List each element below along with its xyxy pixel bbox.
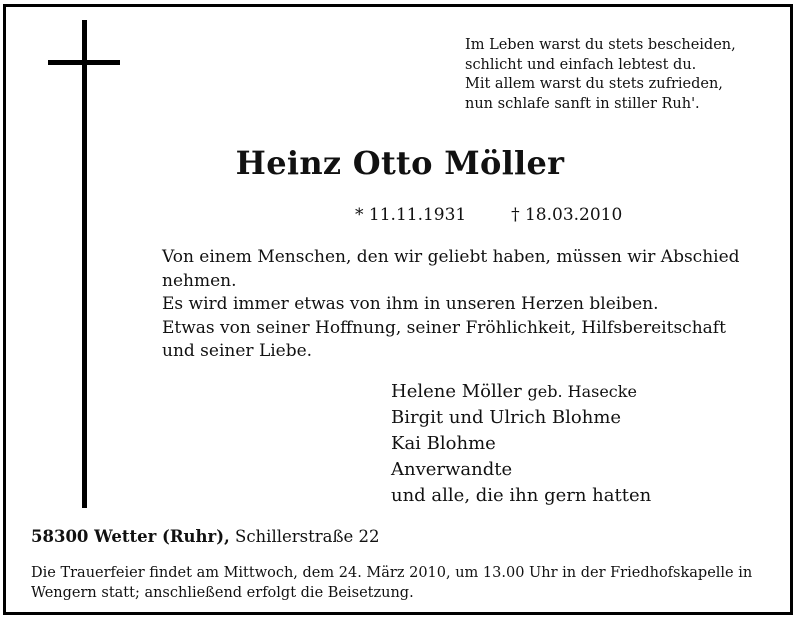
poem-line: schlicht und einfach lebtest du. — [465, 56, 697, 73]
mourner-entry: Birgit und Ulrich Blohme — [391, 407, 622, 428]
mourner-entry — [391, 379, 651, 405]
notice-line: Die Trauerfeier findet am Mittwoch, dem 24. März 2010, um 13.00 Uhr in der Friedhofskapelle in — [31, 565, 753, 581]
poem-line: nun schlafe sanft in stiller Ruh'. — [465, 95, 700, 112]
farewell-message — [162, 246, 740, 364]
birth-symbol: * — [355, 205, 364, 225]
message-line: Von einem Menschen, den wir geliebt haben, müssen wir Abschied — [162, 247, 740, 267]
life-dates — [355, 205, 622, 225]
address-city: 58300 Wetter (Ruhr), — [31, 527, 230, 546]
message-line: Es wird immer etwas von ihm in unseren Herzen bleiben. — [162, 294, 659, 314]
message-line: nehmen. — [162, 270, 237, 291]
cross-horizontal-bar — [48, 60, 120, 65]
mourner-entry: Kai Blohme — [391, 433, 496, 454]
mourners-list — [391, 379, 651, 509]
address-street: Schillerstraße 22 — [235, 527, 380, 546]
birth-date: 11.11.1931 — [368, 205, 467, 225]
cross-vertical-bar — [82, 20, 87, 508]
maiden-name-note: geb. Hasecke — [527, 382, 637, 401]
mourner-entry: und alle, die ihn gern hatten — [391, 485, 652, 506]
address — [31, 527, 380, 546]
poem-line: Mit allem warst du stets zufrieden, — [465, 76, 723, 92]
death-date: 18.03.2010 — [524, 205, 623, 225]
message-line: und seiner Liebe. — [162, 341, 313, 361]
poem-line: Im Leben warst du stets bescheiden, — [465, 37, 736, 53]
mourner-entry: Anverwandte — [391, 459, 513, 480]
mourner-name: Helene Möller — [391, 381, 522, 402]
notice-line: Wengern statt; anschließend erfolgt die Beisetzung. — [31, 584, 414, 601]
poem — [465, 36, 736, 114]
funeral-notice — [31, 564, 776, 603]
death-symbol: † — [511, 205, 520, 225]
message-line: Etwas von seiner Hoffnung, seiner Fröhlichkeit, Hilfsbereitschaft — [162, 317, 726, 338]
deceased-name: Heinz Otto Möller — [235, 144, 565, 182]
